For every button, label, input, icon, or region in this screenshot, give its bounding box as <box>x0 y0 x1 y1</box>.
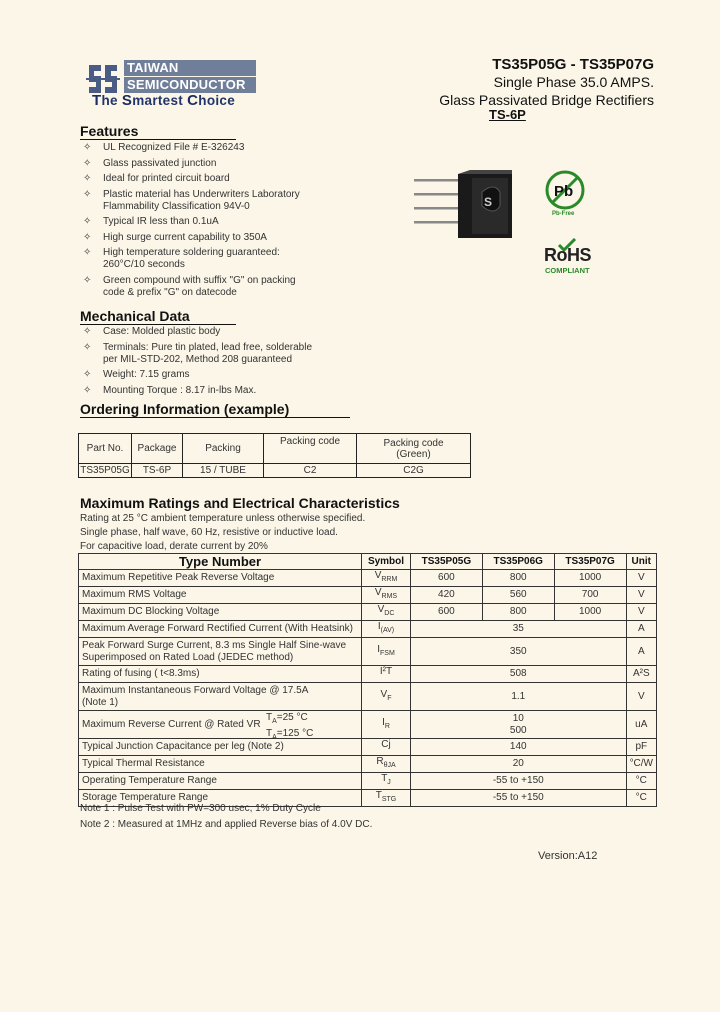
svg-text:Pb: Pb <box>554 183 574 200</box>
value-cell: 1000 <box>554 570 626 587</box>
ratings-intro-line: Rating at 25 °C ambient temperature unless otherwise specified. <box>80 513 366 524</box>
value-cell: -55 to +150 <box>410 790 626 807</box>
list-item-text: Typical IR less than 0.1uA <box>103 216 219 227</box>
bullet-icon: ✧ <box>83 341 92 353</box>
note-2: Note 2 : Measured at 1MHz and applied Reverse bias of 4.0V DC. <box>80 819 373 830</box>
ratings-row <box>79 773 657 790</box>
bullet-icon: ✧ <box>83 369 92 380</box>
value-cell: -55 to +150 <box>410 773 626 790</box>
ordering-header-row <box>79 434 471 464</box>
list-item-text: High surge current capability to 350A <box>103 231 267 243</box>
ratings-row <box>79 683 657 711</box>
param-cell: Storage Temperature Range <box>79 790 362 807</box>
symbol-cell: $V_F$ <box>362 683 411 711</box>
value-cell: 600 <box>410 604 482 621</box>
list-item-text: Ideal for printed circuit board <box>103 173 230 184</box>
list-item-text: Weight: 7.15 grams <box>103 369 190 380</box>
value-cell: 1000 <box>554 604 626 621</box>
value-cell: 420 <box>410 587 482 604</box>
list-item <box>80 216 380 228</box>
unit-cell: V <box>626 570 656 587</box>
value-cell: 350 <box>410 638 626 666</box>
value-cell: 800 <box>482 604 554 621</box>
unit-cell: A <box>626 638 656 666</box>
bullet-icon: ✧ <box>83 326 92 337</box>
unit-cell: V <box>626 604 656 621</box>
bullet-icon: ✧ <box>83 142 92 153</box>
bullet-icon: ✧ <box>83 384 92 396</box>
ratings-row <box>79 587 657 604</box>
ordering-cell: 15 / TUBE <box>183 464 264 478</box>
ordering-cell: TS35P05G <box>80 465 130 476</box>
ratings-header-cell: TS35P05G <box>410 554 482 570</box>
header-line1: Single Phase 35.0 AMPS. <box>493 74 654 90</box>
value-cell: 508 <box>410 666 626 683</box>
symbol-cell: $V_{DC}$ <box>362 604 411 621</box>
list-item <box>80 275 380 299</box>
svg-text:S: S <box>484 195 493 209</box>
ratings-row <box>79 604 657 621</box>
param-cell: Maximum Instantaneous Forward Voltage @ 17.5A (Note 1) <box>79 683 362 711</box>
ordering-title: Ordering Information (example) <box>80 402 350 418</box>
company-name-line2: SEMICONDUCTOR <box>124 77 256 93</box>
ordering-header-cell: Package <box>132 434 183 464</box>
value-cell: 1.1 <box>410 683 626 711</box>
value-cell: 10 500 <box>410 711 626 739</box>
ratings-row <box>79 570 657 587</box>
unit-cell: V <box>626 587 656 604</box>
unit-cell: A²S <box>626 666 656 683</box>
list-item-text: Green compound with suffix "G" on packing code & prefix "G" on datecode <box>103 274 296 298</box>
bullet-icon: ✧ <box>83 216 92 227</box>
unit-cell: V <box>626 683 656 711</box>
list-item-text: Mounting Torque : 8.17 in-lbs Max. <box>103 384 257 396</box>
symbol-cell: I²T <box>362 666 411 683</box>
ratings-intro-line: For capacitive load, derate current by 20% <box>80 541 268 552</box>
unit-cell: A <box>626 621 656 638</box>
pb-free-icon <box>543 169 587 217</box>
param-cell: Maximum Average Forward Rectified Current (With Heatsink) <box>79 621 362 638</box>
ratings-header-cell: Symbol <box>362 554 411 570</box>
unit-cell: °C <box>626 773 656 790</box>
param-cell: Rating of fusing ( t<8.3ms) <box>79 666 362 683</box>
ordering-cell: C2G <box>357 464 471 478</box>
company-name-line1: TAIWAN <box>124 60 256 76</box>
ratings-row <box>79 739 657 756</box>
part-number-title: TS35P05G - TS35P07G <box>492 56 654 73</box>
ratings-header-row <box>79 554 657 570</box>
list-item-text: Terminals: Pure tin plated, lead free, solderable per MIL-STD-202, Method 208 guaranteed <box>103 341 313 365</box>
param-cell: Typical Junction Capacitance per leg (Note 2) <box>79 739 362 756</box>
symbol-cell: Cj <box>362 739 411 756</box>
document-header <box>439 56 654 109</box>
ratings-table <box>78 553 657 807</box>
symbol-cell: $I_{(AV)}$ <box>362 621 411 638</box>
ordering-header-cell: Packing <box>183 434 264 464</box>
ratings-title: Maximum Ratings and Electrical Characteristics <box>80 495 400 511</box>
symbol-cell: $I_{FSM}$ <box>362 638 411 666</box>
bridge-rectifier-icon <box>414 170 514 246</box>
symbol-cell: $V_{RMS}$ <box>362 587 411 604</box>
ratings-header-cell: Unit <box>626 554 656 570</box>
list-item-text: High temperature soldering guaranteed: 260°C/10 seconds <box>103 247 280 270</box>
ratings-header-cell: Type Number <box>79 554 362 570</box>
param-cell: Maximum Reverse Current @ Rated VR $T_A=25$ °C $T_A=125$ °C <box>79 711 362 739</box>
ratings-row <box>79 621 657 638</box>
note-1: Note 1 : Pulse Test with PW=300 usec, 1% Duty Cycle <box>80 803 321 814</box>
list-item-text: Glass passivated junction <box>103 157 217 169</box>
value-cell: 20 <box>410 756 626 773</box>
ratings-row <box>79 638 657 666</box>
list-item-text: Case: Molded plastic body <box>103 326 221 337</box>
param-cell: Typical Thermal Resistance <box>79 756 362 773</box>
ordering-cell: TS-6P <box>132 464 183 478</box>
list-item <box>80 342 380 366</box>
value-cell: 700 <box>554 587 626 604</box>
list-item <box>80 247 380 271</box>
ratings-header-cell: TS35P06G <box>482 554 554 570</box>
ratings-intro <box>80 512 365 554</box>
mechanical-list <box>80 326 380 400</box>
symbol-cell: $V_{RRM}$ <box>362 570 411 587</box>
ordering-header-cell: Packing code <box>264 434 357 464</box>
company-name <box>124 60 256 93</box>
company-logo-icon <box>86 62 120 96</box>
param-cell: Peak Forward Surge Current, 8.3 ms Single Half Sine-wave Superimposed on Rated Load (JEDEC method) <box>79 638 362 666</box>
param-cell: Maximum DC Blocking Voltage <box>79 604 362 621</box>
symbol-cell: $I_R$ <box>362 711 411 739</box>
ordering-row <box>79 464 471 478</box>
ordering-header-cell: Packing code (Green) <box>357 434 471 464</box>
symbol-cell: $T_{STG}$ <box>362 790 411 807</box>
tagline: The Smartest Choice <box>92 92 236 109</box>
param-cell: Maximum RMS Voltage <box>79 587 362 604</box>
unit-cell: °C/W <box>626 756 656 773</box>
value-cell: 560 <box>482 587 554 604</box>
symbol-cell: $R_{\theta JA}$ <box>362 756 411 773</box>
ratings-row <box>79 666 657 683</box>
bullet-icon: ✧ <box>83 274 92 286</box>
list-item <box>80 158 380 170</box>
list-item <box>80 189 380 213</box>
list-item <box>80 142 380 154</box>
list-item <box>80 326 380 338</box>
header-line2: Glass Passivated Bridge Rectifiers <box>439 92 654 108</box>
ratings-header-cell: TS35P07G <box>554 554 626 570</box>
list-item <box>80 173 380 185</box>
param-cell: Operating Temperature Range <box>79 773 362 790</box>
symbol-cell: $T_J$ <box>362 773 411 790</box>
bullet-icon: ✧ <box>83 188 92 200</box>
svg-text:Pb-Free: Pb-Free <box>552 211 575 217</box>
ratings-row <box>79 756 657 773</box>
ratings-intro-line: Single phase, half wave, 60 Hz, resistive or inductive load. <box>80 527 338 538</box>
ordering-header-cell: Part No. <box>79 434 132 464</box>
ratings-row <box>79 711 657 739</box>
version-label: Version:A12 <box>538 850 598 862</box>
ordering-cell: C2 <box>264 464 357 478</box>
bullet-icon: ✧ <box>83 231 92 243</box>
list-item-text: Plastic material has Underwriters Laboratory Flammability Classification 94V-0 <box>103 188 300 212</box>
list-item <box>80 232 380 244</box>
features-title: Features <box>80 124 236 140</box>
unit-cell: pF <box>626 739 656 756</box>
bullet-icon: ✧ <box>83 173 92 184</box>
value-cell: 800 <box>482 570 554 587</box>
value-cell: 600 <box>410 570 482 587</box>
ratings-notes <box>80 802 372 832</box>
package-name: TS-6P <box>489 107 526 122</box>
value-cell: 35 <box>410 621 626 638</box>
value-cell: 140 <box>410 739 626 756</box>
mechanical-title: Mechanical Data <box>80 309 236 325</box>
list-item-text: UL Recognized File # E-326243 <box>103 142 245 153</box>
bullet-icon: ✧ <box>83 247 92 258</box>
param-cell: Maximum Repetitive Peak Reverse Voltage <box>79 570 362 587</box>
list-item <box>80 385 380 397</box>
unit-cell: °C <box>626 790 656 807</box>
features-list <box>80 142 380 302</box>
bullet-icon: ✧ <box>83 157 92 169</box>
unit-cell: uA <box>626 711 656 739</box>
ordering-table <box>78 433 471 478</box>
list-item <box>80 369 380 381</box>
